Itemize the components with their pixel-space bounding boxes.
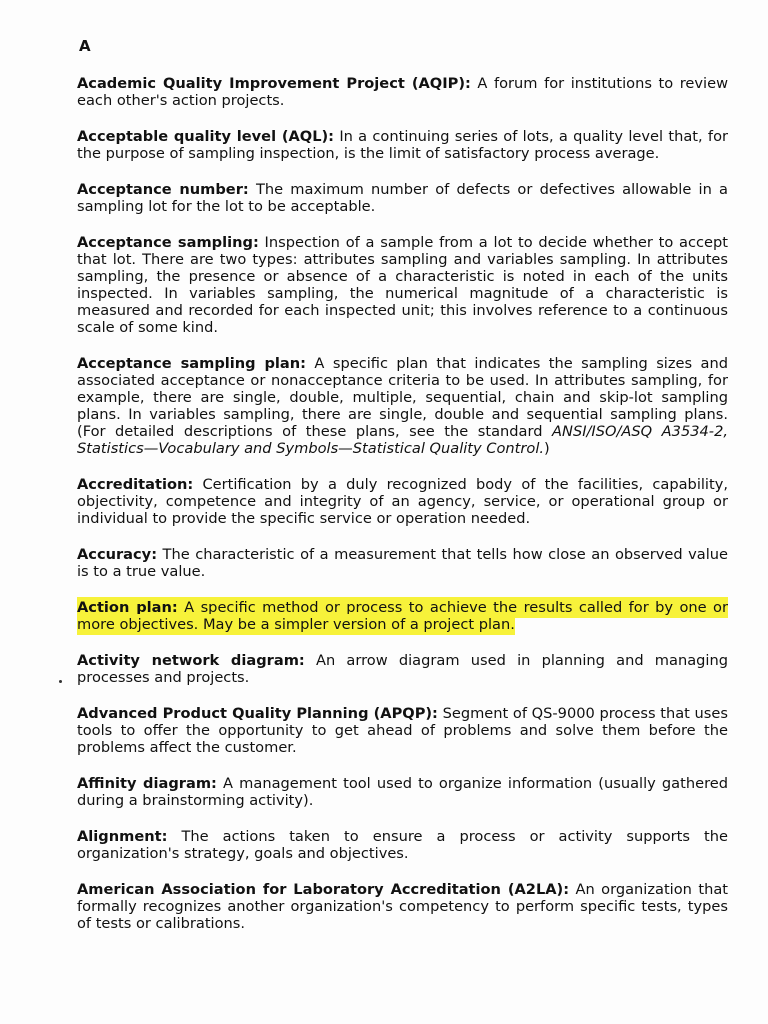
glossary-definition: An organization that formally recognizes another organization's competency to perform specific tests, types of tests or calibrations.	[77, 881, 728, 932]
glossary-entry	[77, 181, 728, 215]
glossary-term: Activity network diagram:	[77, 652, 305, 669]
glossary-definition: A specific method or process to achieve the results called for by one or more objectives. May be a simpler version of a project plan.	[77, 599, 728, 633]
glossary-entry	[77, 355, 728, 457]
glossary-definition: An arrow diagram used in planning and managing processes and projects.	[77, 652, 728, 686]
glossary-entry	[77, 828, 728, 862]
glossary-definition: A management tool used to organize information (usually gathered during a brainstorming activity).	[77, 775, 729, 809]
scan-speck	[59, 680, 62, 683]
glossary-definition: The characteristic of a measurement that tells how close an observed value is to a true value.	[77, 546, 728, 580]
glossary-entry	[77, 75, 728, 109]
glossary-entry	[77, 705, 728, 756]
glossary-term: Accreditation:	[77, 476, 194, 493]
glossary-definition: The maximum number of defects or defectives allowable in a sampling lot for the lot to be acceptable.	[77, 181, 728, 215]
reference-closing: )	[544, 440, 550, 457]
glossary-term: Academic Quality Improvement Project (AQIP):	[77, 75, 471, 92]
glossary-term: Acceptance sampling:	[77, 234, 259, 251]
glossary-entry	[77, 881, 728, 932]
glossary-definition: A specific plan that indicates the sampling sizes and associated acceptance or nonacceptance criteria to be used. In attributes sampling, for example, there are single, double, multiple, sequential, chain and skip-lot sampling plans. In variables sampling, there are single, double and sequential sampling plans. (For detailed descriptions of these plans, see the standard	[77, 355, 728, 440]
glossary-entry	[77, 546, 728, 580]
glossary-term: Acceptable quality level (AQL):	[77, 128, 335, 145]
glossary-definition: Certification by a duly recognized body of the facilities, capability, objectivity, competence and integrity of an agency, service, or operational group or individual to provide the specific service or operation needed.	[77, 476, 728, 527]
glossary-entry	[77, 476, 728, 527]
glossary-term: American Association for Laboratory Accreditation (A2LA):	[77, 881, 570, 898]
glossary-term: Affinity diagram:	[77, 775, 217, 792]
glossary-definition: Inspection of a sample from a lot to decide whether to accept that lot. There are two types: attributes sampling and variables sampling. In attributes sampling, the presence or absence of a characteristic is noted in each of the units inspected. In variables sampling, the numerical magnitude of a characteristic is measured and recorded for each inspected unit; this involves reference to a continuous scale of some kind.	[77, 234, 728, 336]
glossary-definition: The actions taken to ensure a process or activity supports the organization's strategy, goals and objectives.	[77, 828, 728, 862]
standard-reference: ANSI/ISO/ASQ A3534-2, Statistics—Vocabulary and Symbols—Statistical Quality Control.	[77, 423, 728, 457]
glossary-entry	[77, 234, 728, 336]
glossary-entry-highlighted	[77, 599, 728, 633]
glossary-term: Acceptance sampling plan:	[77, 355, 306, 372]
glossary-entry	[77, 775, 728, 809]
glossary-term: Advanced Product Quality Planning (APQP):	[77, 705, 438, 722]
glossary-definition: A forum for institutions to review each other's action projects.	[77, 75, 729, 109]
section-letter-heading: A	[79, 37, 91, 55]
glossary-term: Alignment:	[77, 828, 168, 845]
glossary-entry	[77, 128, 728, 162]
glossary-definition: Segment of QS-9000 process that uses tools to offer the opportunity to get ahead of problems and solve them before the problems affect the customer.	[77, 705, 728, 756]
glossary-term: Acceptance number:	[77, 181, 249, 198]
glossary-definition: In a continuing series of lots, a quality level that, for the purpose of sampling inspection, is the limit of satisfactory process average.	[77, 128, 728, 162]
glossary-entry	[77, 652, 728, 686]
glossary-term: Action plan:	[77, 599, 178, 616]
glossary-entries	[77, 75, 728, 951]
highlight-mark	[77, 597, 728, 635]
glossary-term: Accuracy:	[77, 546, 158, 563]
